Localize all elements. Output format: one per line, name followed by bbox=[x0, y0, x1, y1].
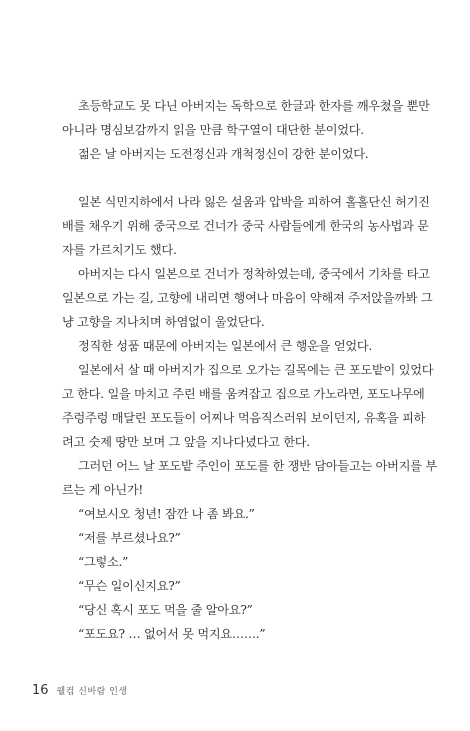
text-line: 일본으로 가는 길, 고향에 내리면 행여나 마음이 약해져 주저앉을까봐 그 bbox=[62, 291, 433, 305]
text-line: 냥 고향을 지나치며 하염없이 울었단다. bbox=[62, 315, 265, 329]
text-line: 그러던 어느 날 포도밭 주인이 포도를 한 쟁반 담아들고는 아버지를 부 bbox=[78, 459, 437, 473]
text-line: 르는 게 아닌가! bbox=[62, 483, 144, 497]
dialogue-line: “그렇소.” bbox=[78, 555, 129, 569]
text-line: 고 한다. 일을 마치고 주린 배를 움켜잡고 집으로 가노라면, 포도나무에 bbox=[62, 387, 425, 401]
text-line: 젊은 날 아버지는 도전정신과 개척정신이 강한 분이었다. bbox=[78, 147, 369, 161]
paragraph bbox=[0, 94, 470, 142]
text-line: 정직한 성품 때문에 아버지는 일본에서 큰 행운을 얻었다. bbox=[78, 339, 373, 353]
page-footer bbox=[32, 683, 128, 703]
text-line: 아니라 명심보감까지 읽을 만큼 학구열이 대단한 분이었다. bbox=[62, 123, 364, 137]
running-title: 웰컴 신바람 인생 bbox=[56, 687, 128, 697]
text-line: 초등학교도 못 다닌 아버지는 독학으로 한글과 한자를 깨우쳤을 뿐만 bbox=[78, 99, 430, 113]
paragraph bbox=[0, 142, 470, 166]
text-line: 주렁주렁 매달린 포도들이 어찌나 먹음직스러워 보이던지, 유혹을 피하 bbox=[62, 411, 426, 425]
dialogue-line: “저를 부르셨나요?” bbox=[78, 531, 181, 545]
dialogue-line: “여보시오 청년! 잠깐 나 좀 봐요.” bbox=[78, 507, 255, 521]
paragraph bbox=[0, 262, 470, 334]
text-line: 자를 가르치기도 했다. bbox=[62, 243, 177, 257]
text-line: 일본 식민지하에서 나라 잃은 설움과 압박을 피하여 홀홀단신 허기진 bbox=[78, 195, 430, 209]
paragraph bbox=[0, 454, 470, 502]
paragraph bbox=[0, 190, 470, 262]
text-line: 배를 채우기 위해 중국으로 건너가 중국 사람들에게 한국의 농사법과 문 bbox=[62, 219, 429, 233]
text-line: 아버지는 다시 일본으로 건너가 정착하였는데, 중국에서 기차를 타고 bbox=[78, 267, 430, 281]
page-number: 16 bbox=[32, 683, 49, 698]
paragraph bbox=[0, 334, 470, 358]
dialogue-line: “포도요? … 없어서 못 먹지요…….” bbox=[78, 627, 266, 641]
paragraph bbox=[0, 358, 470, 454]
dialogue-line: “무슨 일이신지요?” bbox=[78, 579, 181, 593]
dialogue-line: “당신 혹시 포도 먹을 줄 알아요?” bbox=[78, 603, 253, 617]
text-line: 려고 숫제 땅만 보며 그 앞을 지나다녔다고 한다. bbox=[62, 435, 310, 449]
text-line: 일본에서 살 때 아버지가 집으로 오가는 길목에는 큰 포도밭이 있었다 bbox=[78, 363, 434, 377]
